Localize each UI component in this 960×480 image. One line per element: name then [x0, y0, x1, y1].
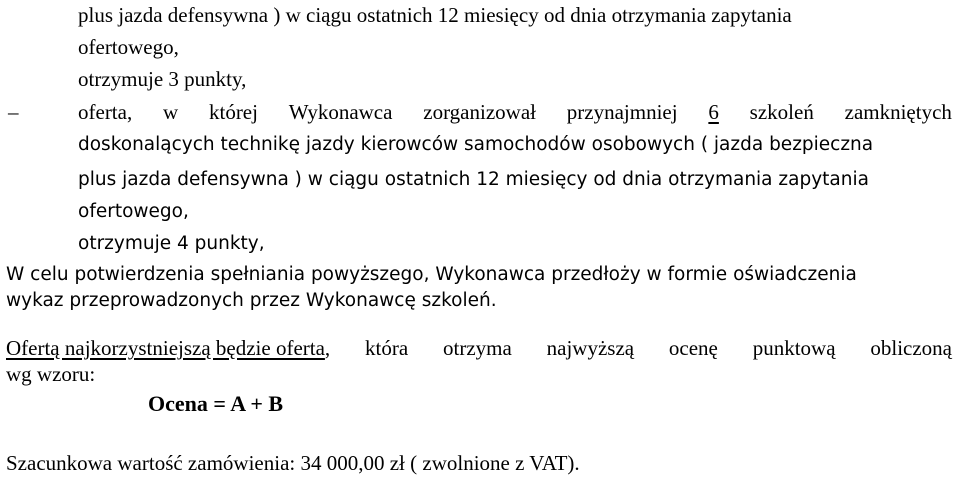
word: przynajmniej: [566, 100, 678, 124]
paragraph-line: wg wzoru:: [6, 362, 96, 386]
paragraph-line: plus jazda defensywna ) w ciągu ostatnich 12 miesięcy od dnia otrzymania zapytania: [78, 169, 869, 190]
paragraph-line: W celu potwierdzenia spełniania powyższego, Wykonawca przedłoży w formie oświadczenia: [6, 264, 857, 285]
paragraph-line: otrzymuje 3 punkty,: [78, 67, 247, 91]
paragraph-line: doskonalących technikę jazdy kierowców samochodów osobowych ( jazda bezpieczna: [78, 134, 874, 155]
paragraph-line: plus jazda defensywna ) w ciągu ostatnich 12 miesięcy od dnia otrzymania zapytania: [78, 3, 792, 27]
paragraph-line-justified: [78, 100, 952, 124]
formula: Ocena = A + B: [148, 391, 284, 416]
word: zorganizował: [423, 100, 536, 124]
paragraph-line: ofertowego,: [78, 35, 179, 59]
underlined-number: 6: [708, 100, 719, 124]
underlined-phrase: Ofertą najkorzystniejszą będzie oferta: [6, 336, 325, 360]
word: w: [163, 100, 179, 124]
paragraph-line: [6, 336, 952, 360]
list-dash: –: [8, 100, 19, 124]
paragraph-line: otrzymuje 4 punkty,: [78, 233, 265, 254]
word: Wykonawca: [288, 100, 393, 124]
paragraph-line: wykaz przeprowadzonych przez Wykonawcę szkoleń.: [6, 290, 497, 311]
word: której: [208, 100, 258, 124]
paragraph-line: Szacunkowa wartość zamówienia: 34 000,00 zł ( zwolnione z VAT).: [6, 451, 580, 475]
phrase: , która otrzyma najwyższą ocenę punktową obliczoną: [324, 336, 952, 360]
word: oferta,: [78, 100, 133, 124]
word: szkoleń: [749, 100, 814, 124]
paragraph-line: ofertowego,: [78, 201, 189, 222]
word: zamkniętych: [844, 100, 952, 124]
